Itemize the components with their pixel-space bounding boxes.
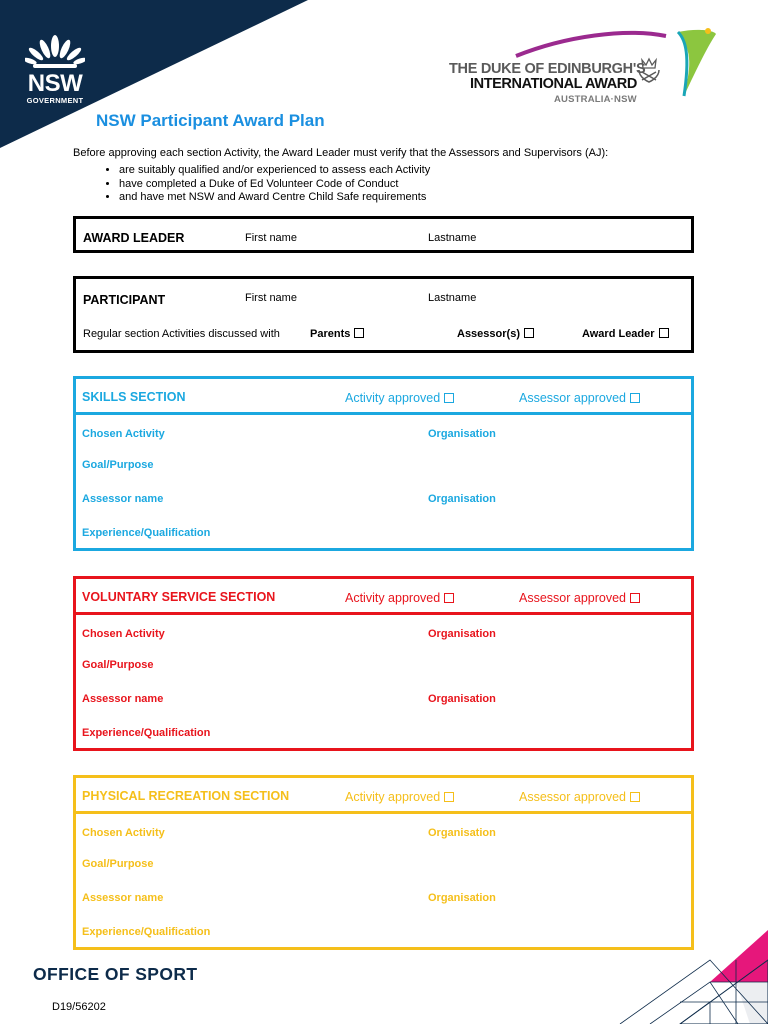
doe-logo-line3: AUSTRALIA·NSW — [554, 94, 637, 105]
activity-approved-label: Activity approved — [345, 591, 441, 605]
requirements-list — [73, 164, 713, 204]
doe-logo-line1: THE DUKE OF EDINBURGH'S — [449, 61, 646, 77]
award-leader-checkbox[interactable] — [582, 328, 669, 340]
award-leader-box — [73, 216, 694, 253]
office-of-sport-logo: OFFICE OF SPORT — [33, 964, 198, 984]
assessor-approved-label: Assessor approved — [519, 790, 627, 804]
checkbox-icon — [444, 792, 454, 802]
organisation-field[interactable]: Organisation — [428, 628, 496, 640]
intro-block — [73, 147, 713, 205]
participant-last-name-field[interactable]: Lastname — [428, 292, 477, 304]
section-heading: SKILLS SECTION — [82, 390, 186, 404]
list-item: • are suitably qualified and/or experienced to assess each Activity — [119, 164, 713, 177]
activity-approved-label: Activity approved — [345, 391, 441, 405]
activity-approved-checkbox[interactable] — [345, 591, 454, 605]
assessor-name-field[interactable]: Assessor name — [82, 493, 164, 505]
award-leader-heading: AWARD LEADER — [83, 231, 185, 245]
doe-logo-line2: INTERNATIONAL AWARD — [470, 76, 637, 92]
checkbox-icon — [630, 593, 640, 603]
award-leader-label: Award Leader — [582, 328, 655, 340]
physical-recreation-section — [73, 775, 694, 950]
chosen-activity-field[interactable]: Chosen Activity — [82, 428, 165, 440]
organisation-field[interactable]: Organisation — [428, 428, 496, 440]
nsw-government-label: GOVERNMENT — [26, 96, 84, 105]
checkbox-icon — [630, 393, 640, 403]
nsw-wordmark: NSW — [27, 70, 83, 97]
chosen-activity-field[interactable]: Chosen Activity — [82, 827, 165, 839]
section-header-band — [76, 778, 691, 814]
experience-qualification-field[interactable]: Experience/Qualification — [82, 926, 211, 938]
assessor-approved-checkbox[interactable] — [519, 391, 640, 405]
checkbox-icon — [444, 393, 454, 403]
activity-approved-checkbox[interactable] — [345, 790, 454, 804]
nsw-government-logo — [22, 34, 88, 105]
award-leader-last-name-field[interactable]: Lastname — [428, 232, 477, 244]
section-header-band — [76, 579, 691, 615]
voluntary-service-section — [73, 576, 694, 751]
organisation-field[interactable]: Organisation — [428, 827, 496, 839]
skills-section — [73, 376, 694, 551]
assessor-approved-checkbox[interactable] — [519, 591, 640, 605]
document-id: D19/56202 — [52, 1001, 106, 1013]
checkbox-icon — [444, 593, 454, 603]
experience-qualification-field[interactable]: Experience/Qualification — [82, 727, 211, 739]
goal-purpose-field[interactable]: Goal/Purpose — [82, 659, 154, 671]
chosen-activity-field[interactable]: Chosen Activity — [82, 628, 165, 640]
checkbox-icon — [524, 328, 534, 338]
section-heading: PHYSICAL RECREATION SECTION — [82, 789, 290, 803]
assessor-approved-label: Assessor approved — [519, 591, 627, 605]
assessor-name-field[interactable]: Assessor name — [82, 892, 164, 904]
participant-first-name-field[interactable]: First name — [245, 292, 297, 304]
checkbox-icon — [354, 328, 364, 338]
duke-of-edinburgh-logo — [446, 26, 718, 106]
experience-qualification-field[interactable]: Experience/Qualification — [82, 527, 211, 539]
participant-heading: PARTICIPANT — [83, 293, 166, 307]
goal-purpose-field[interactable]: Goal/Purpose — [82, 858, 154, 870]
list-item: • and have met NSW and Award Centre Child Safe requirements — [119, 191, 713, 204]
parents-checkbox[interactable] — [310, 328, 364, 340]
award-leader-first-name-field[interactable]: First name — [245, 232, 297, 244]
decorative-triangle-pattern — [560, 930, 768, 1024]
assessor-organisation-field[interactable]: Organisation — [428, 493, 496, 505]
participant-box — [73, 276, 694, 353]
activity-approved-label: Activity approved — [345, 790, 441, 804]
goal-purpose-field[interactable]: Goal/Purpose — [82, 459, 154, 471]
intro-text: Before approving each section Activity, the Award Leader must verify that the Assessors and Supervisors (AJ): — [73, 147, 609, 159]
page-title: NSW Participant Award Plan — [96, 111, 325, 130]
assessor-name-field[interactable]: Assessor name — [82, 693, 164, 705]
assessor-approved-label: Assessor approved — [519, 391, 627, 405]
assessor-organisation-field[interactable]: Organisation — [428, 693, 496, 705]
section-header-band — [76, 379, 691, 415]
discussed-with-label: Regular section Activities discussed with — [83, 328, 280, 340]
waratah-icon — [25, 34, 85, 68]
activity-approved-checkbox[interactable] — [345, 391, 454, 405]
assessor-approved-checkbox[interactable] — [519, 790, 640, 804]
assessors-label: Assessor(s) — [457, 328, 520, 340]
assessor-organisation-field[interactable]: Organisation — [428, 892, 496, 904]
list-item: • have completed a Duke of Ed Volunteer Code of Conduct — [119, 178, 713, 191]
checkbox-icon — [659, 328, 669, 338]
section-heading: VOLUNTARY SERVICE SECTION — [82, 590, 276, 604]
assessors-checkbox[interactable] — [457, 328, 534, 340]
checkbox-icon — [630, 792, 640, 802]
parents-label: Parents — [310, 328, 351, 340]
